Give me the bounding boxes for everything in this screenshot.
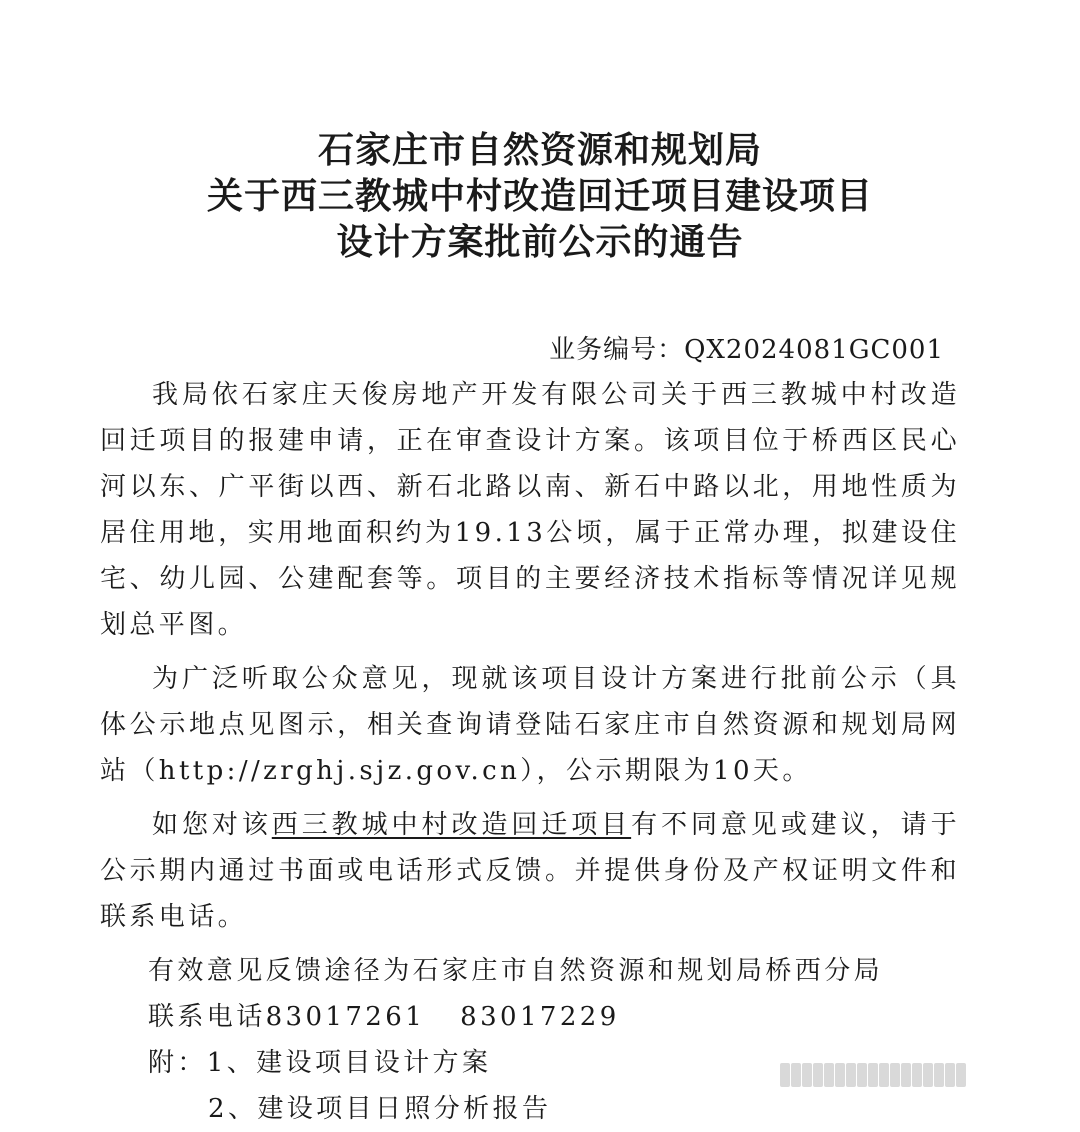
project-name-underlined: 西三教城中村改造回迁项目 (271, 810, 632, 840)
blurred-watermark (780, 1062, 976, 1088)
attachment-item-2: 2、建设项目日照分析报告 (208, 1094, 552, 1124)
feedback-suffix: 有不同意见或建议，请于公示期内通过书面或电话形式反馈。并提供身份及产权证明文件和联系电话。 (100, 810, 960, 932)
title-line-3: 设计方案批前公示的通告 (336, 222, 744, 263)
paragraph-feedback (100, 802, 960, 940)
title-line-1: 石家庄市自然资源和规划局 (317, 130, 762, 171)
paragraph-project-info: 我局依石家庄天俊房地产开发有限公司关于西三教城中村改造回迁项目的报建申请，正在审查设计方案。该项目位于桥西区民心河以东、广平街以西、新石北路以南、新石中路以北，用地性质为居住用地，实用地面积约为19.13公顷，属于正常办理，拟建设住宅、幼儿园、公建配套等。项目的主要经济技术指标等情况详见规划总平图。 (100, 380, 960, 640)
contact-phone: 联系电话83017261 83017229 (148, 1002, 620, 1032)
notice-body (100, 372, 960, 1132)
title-line-2: 关于西三教城中村改造回迁项目建设项目 (206, 176, 873, 217)
notice-title (0, 128, 1080, 266)
feedback-prefix: 如您对该 (152, 810, 272, 840)
paragraph-publicity: 为广泛听取公众意见，现就该项目设计方案进行批前公示（具体公示地点见图示，相关查询请登陆石家庄市自然资源和规划局网站（http://zrghj.sjz.gov.cn），公示期限为10天。 (100, 664, 960, 786)
business-number: 业务编号：QX2024081GC001 (549, 335, 944, 365)
feedback-channel: 有效意见反馈途径为石家庄市自然资源和规划局桥西分局 (148, 956, 884, 986)
attachment-item-1: 附：1、建设项目设计方案 (148, 1048, 492, 1078)
